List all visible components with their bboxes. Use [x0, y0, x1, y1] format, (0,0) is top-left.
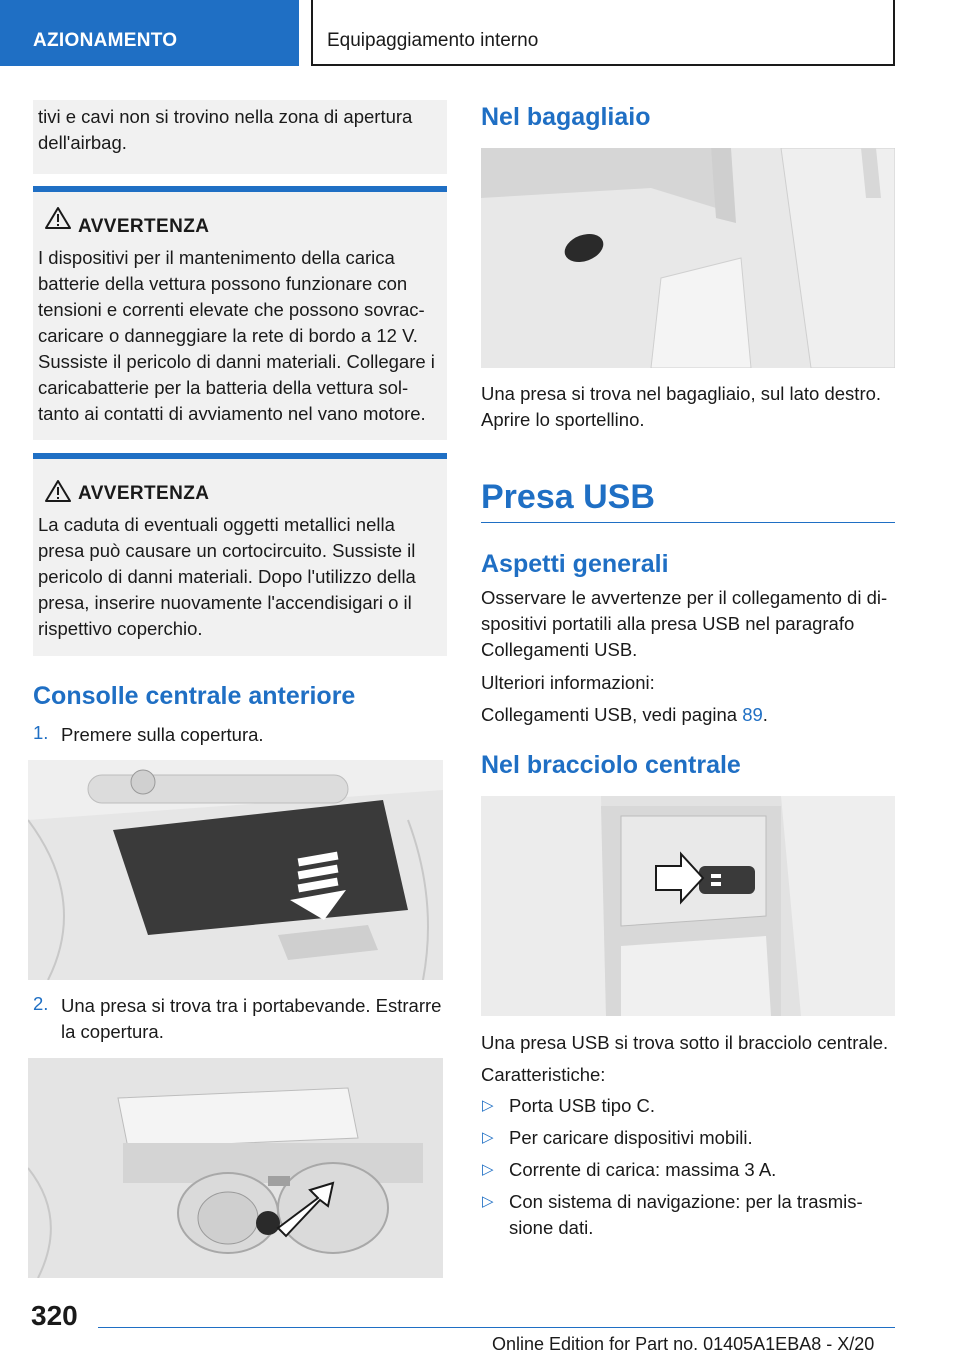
armrest-heading: Nel bracciolo centrale — [481, 751, 741, 779]
armrest-text: Una presa USB si trova sotto il bracciolo centrale. — [481, 1032, 889, 1053]
warning-box — [33, 459, 447, 656]
warning-title: AVVERTENZA — [78, 483, 210, 504]
page-link[interactable]: 89 — [742, 704, 763, 725]
general-text: Osservare le avvertenze per il collegamento di di-spositivi portatili alla presa USB nel paragrafo Collegamenti USB. — [481, 587, 888, 660]
intro-text: tivi e cavi non si trovino nella zona di apertura dell'airbag. — [38, 106, 413, 153]
usb-heading: Presa USB — [481, 478, 655, 516]
feature-item: Con sistema di navigazione: per la trasmis-sione dati. — [509, 1191, 863, 1238]
features-label: Caratteristiche: — [481, 1064, 606, 1085]
warning-text: La caduta di eventuali oggetti metallici nella presa può causare un cortocircuito. Sussiste il pericolo di danni materiali. Dopo l'utilizzo della presa, inserire nuovamente l'accendisigari o il rispettivo coperchio. — [38, 514, 416, 639]
bullet-icon: ▷ — [482, 1097, 494, 1114]
step-number: 1. — [33, 722, 49, 743]
feature-item: Porta USB tipo C. — [509, 1095, 656, 1116]
bullet-icon: ▷ — [482, 1129, 494, 1146]
console-cover-image — [28, 760, 443, 980]
edition-note: Online Edition for Part no. 01405A1EBA8 - X/20 — [492, 1334, 875, 1354]
step-number: 2. — [33, 993, 49, 1014]
warning-triangle-icon — [45, 479, 71, 503]
feature-item: Corrente di carica: massima 3 A. — [509, 1159, 777, 1180]
feature-item: Per caricare dispositivi mobili. — [509, 1127, 753, 1148]
chapter-title: Equipaggiamento interno — [311, 0, 895, 66]
bullet-icon: ▷ — [482, 1161, 494, 1178]
page-number: 320 — [31, 1300, 78, 1331]
bullet-icon: ▷ — [482, 1193, 494, 1210]
link-suffix: . — [762, 704, 768, 725]
step-text: Una presa si trova tra i portabevande. Estrarre la copertura. — [61, 995, 442, 1042]
more-info-label: Ulteriori informazioni: — [481, 672, 655, 693]
trunk-text: Una presa si trova nel bagagliaio, sul lato destro. Aprire lo sportellino. — [481, 383, 882, 430]
usb-heading-rule — [481, 522, 895, 523]
warning-text: I dispositivi per il mantenimento della carica batterie della vettura possono funzionare con tensioni e correnti elevate che possono sovrac-caricare o danneggiare la rete di bordo a 12 V. Sussiste il pericolo di danni materiali. Collegare i caricabatterie per la batteria della vettura sol-tanto ai contatti di avviamento nel vano motore. — [38, 247, 435, 424]
trunk-heading: Nel bagagliaio — [481, 103, 651, 131]
trunk-socket-image — [481, 148, 895, 368]
warning-title: AVVERTENZA — [78, 216, 210, 237]
section-tab: AZIONAMENTO — [0, 0, 299, 66]
section-heading: Consolle centrale anteriore — [33, 682, 356, 710]
general-heading: Aspetti generali — [481, 550, 669, 578]
link-prefix: Collegamenti USB, vedi pagina — [481, 704, 743, 725]
step-text: Premere sulla copertura. — [61, 724, 264, 745]
armrest-usb-image — [481, 796, 895, 1016]
warning-box — [33, 192, 447, 440]
warning-triangle-icon — [45, 206, 71, 230]
cross-reference — [481, 702, 768, 728]
intro-box — [33, 100, 447, 174]
footer-rule — [98, 1327, 895, 1328]
cupholder-image — [28, 1058, 443, 1278]
